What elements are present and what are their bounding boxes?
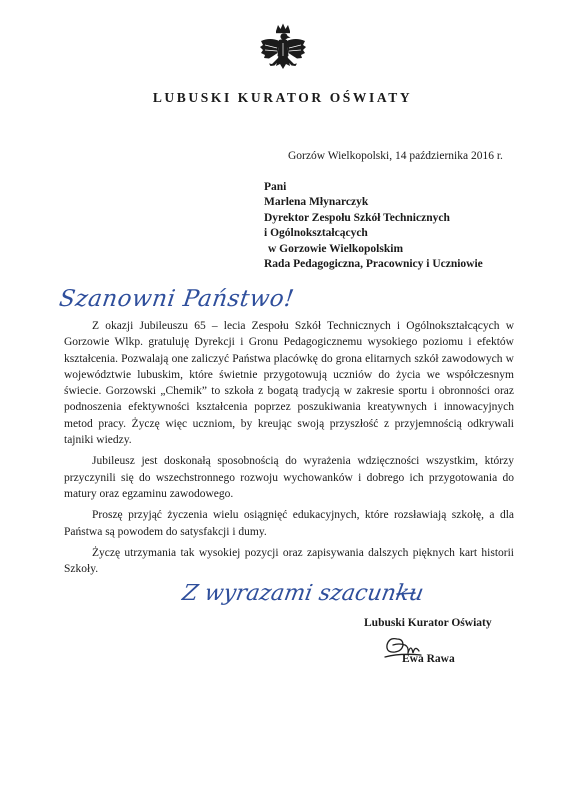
recipient-line: Marlena Młynarczyk (264, 196, 369, 209)
recipient-line: i Ogólnokształcących (264, 227, 368, 240)
white-eagle-emblem-icon (257, 22, 309, 84)
recipient-line: Rada Pedagogiczna, Pracownicy i Uczniowie (264, 258, 483, 271)
recipient-block (264, 180, 483, 272)
letter-body (64, 318, 514, 582)
recipient-line: w Gorzowie Wielkopolskim (268, 242, 404, 255)
place-and-date: Gorzów Wielkopolski, 14 października 2016 r. (288, 150, 503, 162)
signatory-name: Ewa Rawa (402, 653, 455, 665)
body-paragraph: Proszę przyjąć życzenia wielu osiągnięć edukacyjnych, które rozsławiają szkołę, a dla Państwa są powodem do satysfakcji i dumy. (64, 509, 514, 538)
signatory-title: Lubuski Kurator Oświaty (364, 617, 492, 629)
body-paragraph: Jubileusz jest doskonałą sposobnością do wyrażenia wdzięczności wszystkim, którzy przyczynili się do wszechstronnego rozwoju wychowanków i dobrego ich przygotowania do matury oraz egzaminu zawodowego. (64, 455, 514, 500)
salutation-text: Szanowni Państwo! (57, 286, 296, 312)
handwritten-closing (180, 568, 426, 616)
handwritten-salutation (57, 280, 296, 316)
body-paragraph: Z okazji Jubileuszu 65 – lecia Zespołu Szkół Technicznych i Ogólnokształcących w Gorzowie Wlkp. gratuluję Dyrekcji i Gronu Pedagogicznemu wysokiego poziomu i efektów kształcenia. Pozwalają one zaliczyć Państwa placówkę do grona elitarnych szkół zawodowych w województwie lubuskim, które świetnie przygotowują uczniów do życia we współczesnym świecie. Gorzowski „Chemik” to szkoła z bogatą tradycją w zakresie sportu i obronności oraz podnoszenia efektywności kształcenia poprzez poszukiwania kreatywnych i innowacyjnych metod pracy. Życzę więc uczniom, by kreując swoją przyszłość z przyjemnością odkrywali tajniki wiedzy. (64, 320, 514, 447)
recipient-line: Dyrektor Zespołu Szkół Technicznych (264, 211, 450, 224)
body-paragraph: Życzę utrzymania tak wysokiej pozycji oraz zapisywania dalszych pięknych kart historii Szkoły. (64, 546, 514, 576)
recipient-line: Pani (264, 181, 287, 193)
closing-text: Z wyrazami szacunku (180, 580, 426, 606)
institution-name: LUBUSKI KURATOR OŚWIATY (152, 90, 413, 105)
